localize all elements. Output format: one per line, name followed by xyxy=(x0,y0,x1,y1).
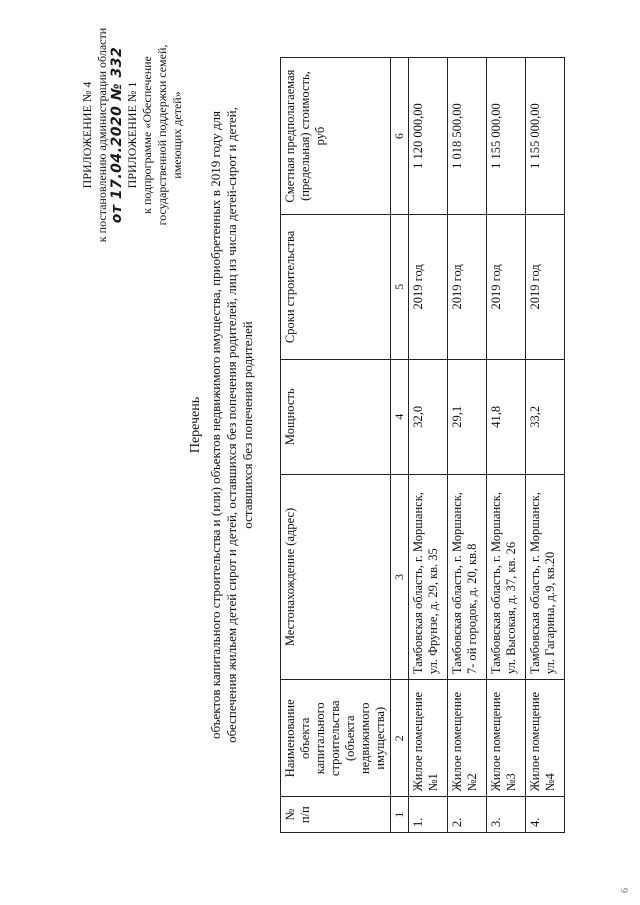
header-address: Местонахождение (адрес) xyxy=(281,474,391,679)
appendix-line-4: ПРИЛОЖЕНИЕ № 1 xyxy=(125,81,139,189)
appendix-line-2: к постановлению администрации области xyxy=(95,27,109,243)
construction-period: 2019 год xyxy=(487,215,526,360)
row-number: 1. xyxy=(409,797,448,833)
construction-period: 2019 год xyxy=(526,215,565,360)
estimated-cost: 1 018 500,00 xyxy=(448,58,487,215)
estimated-cost: 1 155 000,00 xyxy=(487,58,526,215)
object-name: Жилое помещение №3 xyxy=(487,680,526,797)
object-name: Жилое помещение №4 xyxy=(526,680,565,797)
row-number: 2. xyxy=(448,797,487,833)
table-row xyxy=(487,58,526,833)
column-number-row xyxy=(391,58,409,833)
object-capacity: 33,2 xyxy=(526,359,565,474)
column-number: 5 xyxy=(391,215,409,360)
heading-line-2: обеспечения жильем детей сирот и детей, оставшихся без попечения родителей, лиц из числа детей-сирот и детей, xyxy=(224,107,239,743)
appendix-line-1: ПРИЛОЖЕНИЕ № 4 xyxy=(80,81,94,189)
column-number: 1 xyxy=(391,797,409,833)
header-object-name: Наименование объекта капитального строительства (объекта недвижимого имущества) xyxy=(281,680,391,797)
object-capacity: 32,0 xyxy=(409,359,448,474)
column-number: 2 xyxy=(391,680,409,797)
row-number: 4. xyxy=(526,797,565,833)
document-heading xyxy=(188,65,256,785)
appendix-line-7: имеющих детей» xyxy=(170,91,184,179)
object-name: Жилое помещение №1 xyxy=(409,680,448,797)
appendix-line-5: к подпрограмме «Обеспечение xyxy=(140,56,154,214)
header-construction-period: Сроки строительства xyxy=(281,215,391,360)
heading-line-1: объектов капитального строительства и (или) объектов недвижимого имущества, приобретенных в 2019 году для xyxy=(208,110,223,740)
appendix-block xyxy=(80,15,185,255)
estimated-cost: 1 155 000,00 xyxy=(526,58,565,215)
object-address: Тамбовская область, г. Моршанск, 7- ой городок, д. 20, кв.8 xyxy=(448,474,487,679)
table-row xyxy=(409,58,448,833)
column-number: 6 xyxy=(391,58,409,215)
table-header-row xyxy=(281,58,391,833)
objects-table xyxy=(280,57,565,833)
object-address: Тамбовская область, г. Моршанск, ул. Высокая, д. 37, кв. 26 xyxy=(487,474,526,679)
page-side-mark: 6 xyxy=(620,888,631,893)
estimated-cost: 1 120 000,00 xyxy=(409,58,448,215)
header-number: № п/п xyxy=(281,797,391,833)
object-name: Жилое помещение №2 xyxy=(448,680,487,797)
document-title: Перечень xyxy=(188,396,203,454)
construction-period: 2019 год xyxy=(409,215,448,360)
appendix-decree-number: от 17.04.2020 № 332 xyxy=(109,46,125,224)
object-address: Тамбовская область, г. Моршанск, ул. Фрунзе, д. 29, кв. 35 xyxy=(409,474,448,679)
table-row xyxy=(526,58,565,833)
object-address: Тамбовская область, г. Моршанск, ул. Гагарина, д.9, кв.20 xyxy=(526,474,565,679)
row-number: 3. xyxy=(487,797,526,833)
column-number: 3 xyxy=(391,474,409,679)
column-number: 4 xyxy=(391,359,409,474)
table-row xyxy=(448,58,487,833)
header-capacity: Мощность xyxy=(281,359,391,474)
heading-line-3: оставшихся без попечения родителей xyxy=(240,321,255,529)
object-capacity: 41,8 xyxy=(487,359,526,474)
appendix-line-6: государственной поддержки семей, xyxy=(155,44,169,226)
object-capacity: 29,1 xyxy=(448,359,487,474)
construction-period: 2019 год xyxy=(448,215,487,360)
header-estimated-cost: Сметная предполагаемая (предельная) стоимость, руб xyxy=(281,58,391,215)
